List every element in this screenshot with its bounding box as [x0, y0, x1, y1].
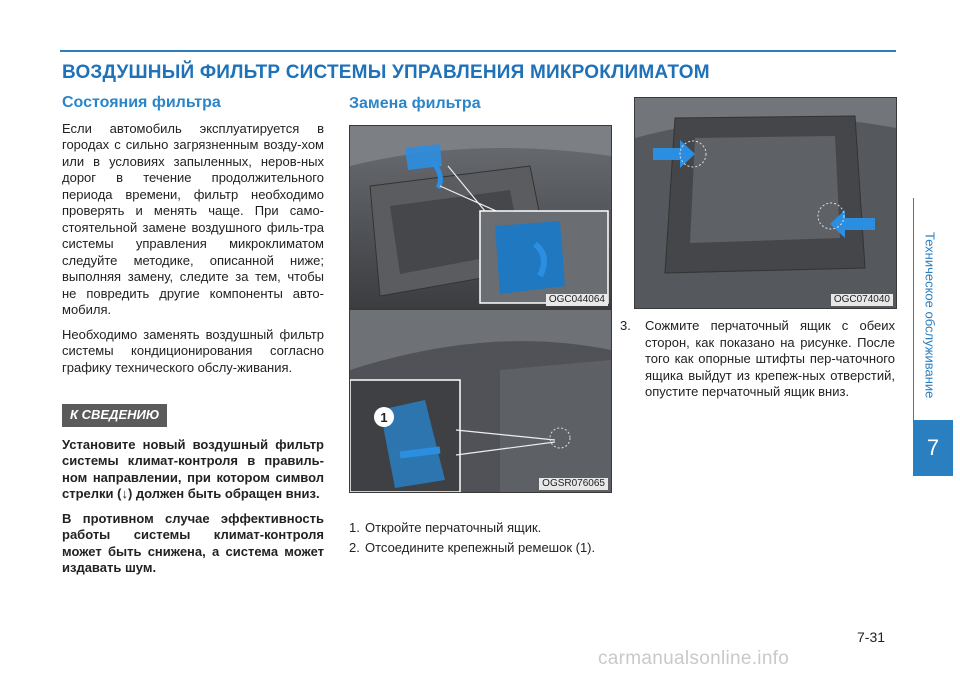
photo-code-3: OGC074040 — [831, 294, 893, 306]
strap-illustration — [350, 310, 611, 492]
step-number: 1. — [349, 520, 360, 535]
steps-list — [349, 518, 611, 558]
photo-strap — [349, 309, 612, 493]
step-text: Сожмите перчаточный ящик с обеих сторон, как показано на рисунке. После того как опорные штифты пер-чаточного ящика выйдут из крепеж-ных отверстий, опустите перчаточный ящик вниз. — [645, 318, 895, 399]
step-text: Откройте перчаточный ящик. — [365, 520, 542, 535]
callout-number: 1 — [380, 410, 388, 425]
page-number: 7-31 — [857, 629, 886, 645]
photo-code-2: OGSR076065 — [539, 478, 608, 490]
right-column — [620, 318, 895, 401]
paragraph-schedule: Необходимо заменять воздушный фильтр системы кондиционирования согласно графику технического обслу-живания. — [62, 326, 324, 375]
photo-code-1: OGC044064 — [546, 294, 608, 306]
glove-box-illustration — [350, 126, 611, 308]
step-item — [349, 538, 611, 558]
note-text-effect: В противном случае эффективность работы системы климат-контроля может быть снижена, а система может издавать шум. — [62, 510, 324, 575]
photo-squeeze-sides — [634, 97, 897, 309]
paragraph-conditions: Если автомобиль эксплуатируется в городах с сильно загрязненным возду-хом или в условиях запыленных, неров-ных дорог в течение продолжительного периода времени, фильтр необходимо проверять и менять чаще. При само-стоятельной замене воздушного филь-тра системы управления микроклиматом следуйте методике, описанной ниже; выполняя замену, следите за тем, чтобы не повредить другие компоненты авто-мобиля. — [62, 120, 324, 317]
sidebar-section-label: Техническое обслуживание — [922, 231, 938, 399]
chapter-tab: 7 — [913, 420, 953, 476]
step-item — [620, 318, 895, 401]
header-rule — [60, 50, 896, 52]
page-title: ВОЗДУШНЫЙ ФИЛЬТР СИСТЕМЫ УПРАВЛЕНИЯ МИКРОКЛИМАТОМ — [62, 62, 710, 83]
step-number: 3. — [620, 318, 631, 333]
step-number: 2. — [349, 540, 360, 555]
photo-glove-box-open — [349, 125, 612, 309]
note-badge: К СВЕДЕНИЮ — [62, 404, 167, 427]
note-text-direction: Установите новый воздушный фильтр системы климат-контроля в правиль-ном направлении, при котором символ стрелки (↓) должен быть обращен вниз. — [62, 436, 324, 501]
section-heading-filter-state: Состояния фильтра — [62, 94, 221, 111]
sidebar-rule — [913, 198, 914, 420]
left-column — [62, 95, 324, 585]
watermark: carmanualsonline.info — [598, 648, 790, 669]
step-text: Отсоедините крепежный ремешок (1). — [365, 540, 596, 555]
section-heading-replacement: Замена фильтра — [349, 95, 481, 112]
step-item — [349, 518, 611, 538]
squeeze-illustration — [635, 98, 896, 308]
